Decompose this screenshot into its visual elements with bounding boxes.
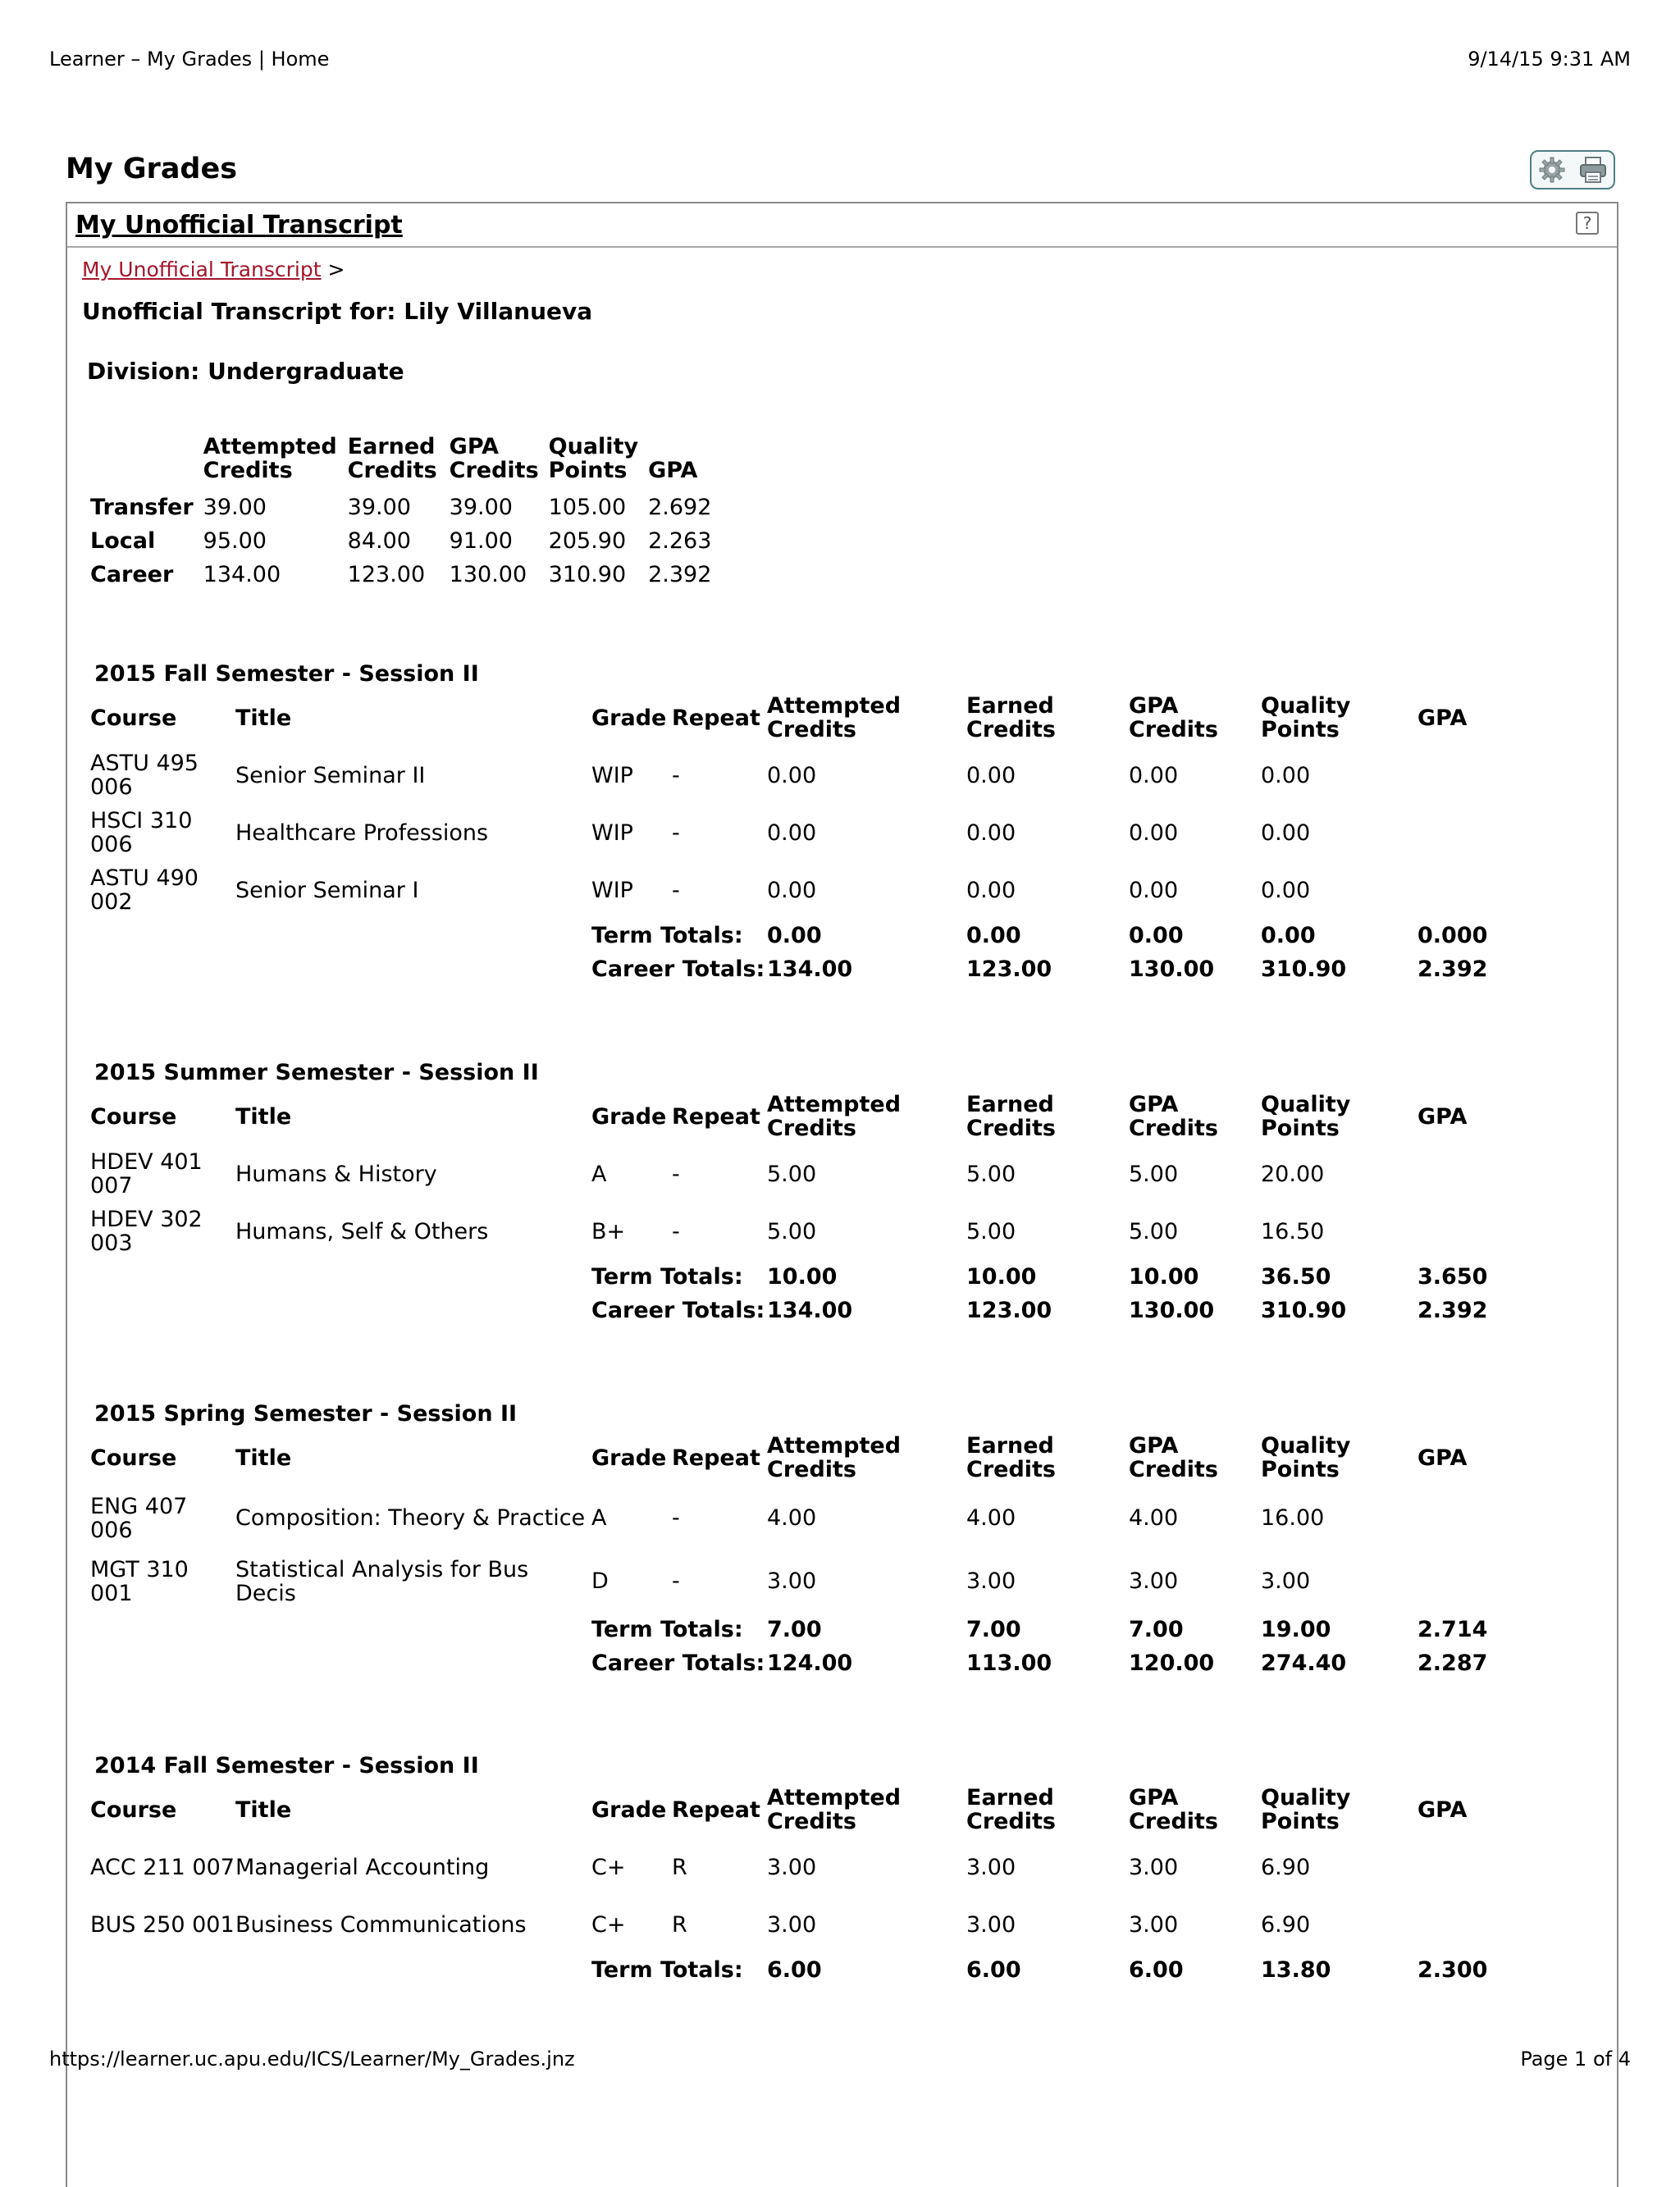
career-totals-row xyxy=(90,1294,1550,1327)
total-gpa: 2.392 xyxy=(1418,957,1488,982)
column-header: GPA xyxy=(1418,1445,1468,1471)
column-header: Repeat xyxy=(672,1797,760,1823)
total-gpa: 3.650 xyxy=(1418,1264,1488,1290)
total-gpa-credits: 10.00 xyxy=(1129,1264,1199,1290)
total-gpa-credits: 130.00 xyxy=(1129,957,1215,982)
course-repeat: R xyxy=(672,1911,687,1938)
total-attempted: 134.00 xyxy=(767,957,853,982)
course-title: Statistical Analysis for Bus Decis xyxy=(235,1556,529,1606)
column-header: Quality Points xyxy=(1261,693,1351,742)
summary-header: Attempted Credits xyxy=(203,434,337,483)
total-gpa: 2.392 xyxy=(1418,1298,1488,1323)
course-row xyxy=(90,1838,1550,1896)
career-totals-row xyxy=(90,1646,1550,1680)
attempted-credits: 3.00 xyxy=(767,1911,817,1938)
column-header: GPA xyxy=(1418,705,1468,731)
course-code: ENG 407 006 xyxy=(90,1493,188,1543)
total-attempted: 134.00 xyxy=(767,1298,853,1323)
total-attempted: 10.00 xyxy=(767,1264,838,1290)
earned-credits: 4.00 xyxy=(966,1505,1016,1531)
total-quality: 0.00 xyxy=(1261,923,1316,948)
course-title: Senior Seminar I xyxy=(235,877,419,903)
portlet-title-link[interactable]: My Unofficial Transcript xyxy=(75,211,403,240)
career-totals-row xyxy=(90,952,1550,986)
earned-credits: 5.00 xyxy=(966,1161,1016,1187)
total-earned: 123.00 xyxy=(966,1298,1052,1323)
course-grade: WIP xyxy=(591,820,633,846)
total-gpa: 2.287 xyxy=(1418,1651,1488,1676)
column-header: Course xyxy=(90,1103,177,1130)
column-header: Repeat xyxy=(672,705,760,731)
summary-cell: 91.00 xyxy=(449,528,513,554)
attempted-credits: 0.00 xyxy=(767,820,817,846)
column-header: Quality Points xyxy=(1261,1092,1351,1141)
course-row xyxy=(90,1203,1550,1260)
career-totals-label: Career Totals: xyxy=(591,957,765,982)
gpa-credits: 3.00 xyxy=(1129,1911,1179,1938)
course-code: HDEV 302 003 xyxy=(90,1207,203,1256)
division-label: Division: Undergraduate xyxy=(87,358,404,385)
course-code: HDEV 401 007 xyxy=(90,1149,203,1199)
term-totals-row xyxy=(90,919,1550,952)
total-gpa-credits: 130.00 xyxy=(1129,1298,1215,1323)
column-header: Attempted Credits xyxy=(767,693,902,742)
summary-header-blank xyxy=(90,435,203,491)
course-grade: B+ xyxy=(591,1218,626,1244)
semester-grades-table xyxy=(90,1088,1550,1327)
column-header: GPA xyxy=(1418,1797,1468,1823)
total-gpa-credits: 0.00 xyxy=(1129,923,1184,948)
course-grade: A xyxy=(591,1161,607,1187)
course-repeat: - xyxy=(672,762,680,788)
column-header: GPA xyxy=(1418,1103,1468,1130)
course-gpa xyxy=(1418,861,1550,919)
total-attempted: 124.00 xyxy=(767,1651,853,1676)
column-header: Earned Credits xyxy=(966,1433,1057,1482)
quality-points: 0.00 xyxy=(1261,820,1311,846)
course-code: BUS 250 001 xyxy=(90,1911,235,1938)
course-row xyxy=(90,1550,1550,1613)
transcript-student-name: Unofficial Transcript for: Lily Villanueva xyxy=(82,298,593,325)
attempted-credits: 3.00 xyxy=(767,1568,817,1594)
column-header: Title xyxy=(235,1445,292,1471)
course-gpa xyxy=(1418,747,1550,804)
column-header: Earned Credits xyxy=(966,1092,1057,1141)
course-grade: WIP xyxy=(591,877,633,903)
total-gpa: 2.300 xyxy=(1418,1957,1488,1983)
column-header: Course xyxy=(90,1797,177,1823)
column-header: Title xyxy=(235,1797,292,1823)
course-title: Business Communications xyxy=(235,1911,527,1938)
summary-cell: 84.00 xyxy=(347,528,411,554)
summary-header-row xyxy=(90,435,721,491)
course-gpa xyxy=(1418,1896,1550,1953)
total-gpa: 2.714 xyxy=(1418,1617,1488,1642)
table-header-row xyxy=(90,1429,1550,1486)
summary-row-local xyxy=(90,524,721,558)
total-earned: 0.00 xyxy=(966,923,1021,948)
print-footer-page-number: Page 1 of 4 xyxy=(1520,2048,1631,2071)
total-quality: 36.50 xyxy=(1261,1264,1331,1290)
column-header: Quality Points xyxy=(1261,1785,1351,1834)
attempted-credits: 0.00 xyxy=(767,877,817,903)
summary-cell: 134.00 xyxy=(203,562,281,587)
printer-icon[interactable] xyxy=(1577,154,1609,185)
course-gpa xyxy=(1418,1838,1550,1896)
course-row xyxy=(90,861,1550,919)
total-gpa: 0.000 xyxy=(1418,923,1488,948)
summary-cell: 95.00 xyxy=(203,528,267,554)
column-header: Grade xyxy=(591,1797,667,1823)
column-header: Title xyxy=(235,1103,292,1130)
column-header: GPA Credits xyxy=(1129,1785,1219,1834)
summary-cell: 39.00 xyxy=(347,495,411,520)
semester-title: 2015 Spring Semester - Session II xyxy=(94,1401,518,1427)
course-code: ASTU 490 002 xyxy=(90,865,199,915)
gpa-credits: 5.00 xyxy=(1129,1161,1179,1187)
gpa-credits: 4.00 xyxy=(1129,1505,1179,1531)
term-totals-label: Term Totals: xyxy=(591,1617,743,1642)
total-attempted: 6.00 xyxy=(767,1957,822,1983)
column-header: Attempted Credits xyxy=(767,1433,902,1482)
print-footer-url: https://learner.uc.apu.edu/ICS/Learner/My_Grades.jnz xyxy=(49,2048,575,2071)
column-header: Earned Credits xyxy=(966,693,1057,742)
attempted-credits: 4.00 xyxy=(767,1505,817,1531)
semester-title: 2015 Summer Semester - Session II xyxy=(94,1060,539,1085)
course-repeat: R xyxy=(672,1854,687,1880)
earned-credits: 0.00 xyxy=(966,762,1016,788)
quality-points: 0.00 xyxy=(1261,877,1311,903)
summary-cell: 130.00 xyxy=(449,562,527,587)
total-quality: 274.40 xyxy=(1261,1651,1347,1676)
semester-grades-table xyxy=(90,689,1550,986)
summary-cell: 39.00 xyxy=(203,495,267,520)
term-totals-row xyxy=(90,1953,1550,1987)
course-grade: C+ xyxy=(591,1911,626,1938)
earned-credits: 0.00 xyxy=(966,820,1016,846)
column-header: Grade xyxy=(591,1445,667,1471)
portlet-toolbox xyxy=(1530,150,1615,189)
summary-cell: 123.00 xyxy=(347,562,426,587)
course-grade: D xyxy=(591,1568,609,1594)
gpa-credits: 0.00 xyxy=(1129,762,1179,788)
earned-credits: 3.00 xyxy=(966,1854,1016,1880)
course-row xyxy=(90,1896,1550,1953)
summary-row-label: Local xyxy=(90,528,156,554)
column-header: Repeat xyxy=(672,1445,760,1471)
column-header: Repeat xyxy=(672,1103,760,1130)
column-header: Title xyxy=(235,705,292,731)
course-row xyxy=(90,1486,1550,1550)
attempted-credits: 0.00 xyxy=(767,762,817,788)
print-header-datetime: 9/14/15 9:31 AM xyxy=(1468,48,1631,71)
summary-header: Quality Points xyxy=(548,434,639,483)
gear-icon[interactable] xyxy=(1536,154,1568,185)
total-earned: 6.00 xyxy=(966,1957,1021,1983)
portlet-header xyxy=(67,203,1617,248)
print-header-title: Learner – My Grades | Home xyxy=(49,48,330,71)
total-quality: 310.90 xyxy=(1261,957,1347,982)
course-repeat: - xyxy=(672,1161,680,1187)
gpa-credits: 3.00 xyxy=(1129,1568,1179,1594)
earned-credits: 0.00 xyxy=(966,877,1016,903)
column-header: GPA Credits xyxy=(1129,1433,1219,1482)
semester-grades-table xyxy=(90,1781,1550,1987)
term-totals-row xyxy=(90,1260,1550,1294)
total-gpa-credits: 7.00 xyxy=(1129,1617,1184,1642)
summary-header: Earned Credits xyxy=(347,434,437,483)
course-code: HSCI 310 006 xyxy=(90,808,193,857)
column-header: Grade xyxy=(591,1103,667,1130)
course-title: Managerial Accounting xyxy=(235,1854,490,1880)
total-earned: 7.00 xyxy=(966,1617,1021,1642)
table-header-row xyxy=(90,1781,1550,1838)
summary-row-career xyxy=(90,558,721,591)
total-quality: 19.00 xyxy=(1261,1617,1331,1642)
column-header: Quality Points xyxy=(1261,1433,1351,1482)
semester-title: 2015 Fall Semester - Session II xyxy=(94,661,479,687)
course-grade: C+ xyxy=(591,1854,626,1880)
summary-cell: 205.90 xyxy=(548,528,627,554)
column-header: Earned Credits xyxy=(966,1785,1057,1834)
table-header-row xyxy=(90,1088,1550,1145)
course-title: Senior Seminar II xyxy=(235,762,426,788)
page-title: My Grades xyxy=(66,153,238,185)
summary-header: GPA xyxy=(648,458,698,483)
total-attempted: 7.00 xyxy=(767,1617,822,1642)
attempted-credits: 5.00 xyxy=(767,1218,817,1244)
course-title: Humans, Self & Others xyxy=(235,1218,489,1244)
summary-cell: 2.392 xyxy=(648,562,712,587)
earned-credits: 5.00 xyxy=(966,1218,1016,1244)
term-totals-label: Term Totals: xyxy=(591,1264,743,1290)
course-row xyxy=(90,747,1550,804)
course-code: MGT 310 001 xyxy=(90,1556,189,1606)
column-header: Grade xyxy=(591,705,667,731)
gpa-credits: 0.00 xyxy=(1129,820,1179,846)
column-header: GPA Credits xyxy=(1129,1092,1219,1141)
summary-header: GPA Credits xyxy=(449,434,539,483)
course-row xyxy=(90,804,1550,861)
column-header: Attempted Credits xyxy=(767,1785,902,1834)
course-gpa xyxy=(1418,804,1550,861)
credit-summary-table xyxy=(90,435,721,591)
earned-credits: 3.00 xyxy=(966,1911,1016,1938)
quality-points: 16.50 xyxy=(1261,1218,1325,1244)
course-row xyxy=(90,1145,1550,1203)
course-code: ACC 211 007 xyxy=(90,1854,235,1880)
summary-cell: 310.90 xyxy=(548,562,627,587)
term-totals-label: Term Totals: xyxy=(591,1957,743,1983)
term-totals-label: Term Totals: xyxy=(591,923,743,948)
column-header: Course xyxy=(90,1445,177,1471)
quality-points: 20.00 xyxy=(1261,1161,1325,1187)
total-gpa-credits: 6.00 xyxy=(1129,1957,1184,1983)
gpa-credits: 3.00 xyxy=(1129,1854,1179,1880)
summary-cell: 2.263 xyxy=(648,528,712,554)
course-repeat: - xyxy=(672,820,680,846)
column-header: Course xyxy=(90,705,177,731)
career-totals-label: Career Totals: xyxy=(591,1298,765,1323)
quality-points: 16.00 xyxy=(1261,1505,1325,1531)
course-title: Humans & History xyxy=(235,1161,437,1187)
summary-cell: 2.692 xyxy=(648,495,712,520)
summary-cell: 39.00 xyxy=(449,495,513,520)
semester-title: 2014 Fall Semester - Session II xyxy=(94,1753,479,1778)
course-code: ASTU 495 006 xyxy=(90,751,199,800)
total-quality: 310.90 xyxy=(1261,1298,1347,1323)
help-icon[interactable]: ? xyxy=(1576,212,1599,235)
quality-points: 3.00 xyxy=(1261,1568,1311,1594)
quality-points: 6.90 xyxy=(1261,1854,1311,1880)
total-earned: 10.00 xyxy=(966,1264,1037,1290)
summary-row-transfer xyxy=(90,491,721,524)
gpa-credits: 0.00 xyxy=(1129,877,1179,903)
total-attempted: 0.00 xyxy=(767,923,822,948)
column-header: Attempted Credits xyxy=(767,1092,902,1141)
earned-credits: 3.00 xyxy=(966,1568,1016,1594)
course-gpa xyxy=(1418,1145,1550,1203)
course-title: Healthcare Professions xyxy=(235,820,489,846)
term-totals-row xyxy=(90,1613,1550,1646)
course-title: Composition: Theory & Practice xyxy=(235,1505,586,1531)
total-gpa-credits: 120.00 xyxy=(1129,1651,1215,1676)
summary-cell: 105.00 xyxy=(548,495,627,520)
course-gpa xyxy=(1418,1203,1550,1260)
course-grade: A xyxy=(591,1505,607,1531)
table-header-row xyxy=(90,689,1550,747)
quality-points: 6.90 xyxy=(1261,1911,1311,1938)
breadcrumb-link-transcript[interactable]: My Unofficial Transcript xyxy=(82,258,322,281)
summary-row-label: Transfer xyxy=(90,495,194,520)
gpa-credits: 5.00 xyxy=(1129,1218,1179,1244)
course-repeat: - xyxy=(672,1568,680,1594)
summary-row-label: Career xyxy=(90,562,174,587)
course-repeat: - xyxy=(672,1505,680,1531)
course-gpa xyxy=(1418,1486,1550,1550)
total-earned: 123.00 xyxy=(966,957,1052,982)
course-gpa xyxy=(1418,1550,1550,1613)
quality-points: 0.00 xyxy=(1261,762,1311,788)
column-header: GPA Credits xyxy=(1129,693,1219,742)
course-grade: WIP xyxy=(591,762,633,788)
course-repeat: - xyxy=(672,877,680,903)
breadcrumb-separator: > xyxy=(327,258,345,281)
total-quality: 13.80 xyxy=(1261,1957,1331,1983)
attempted-credits: 3.00 xyxy=(767,1854,817,1880)
attempted-credits: 5.00 xyxy=(767,1161,817,1187)
total-earned: 113.00 xyxy=(966,1651,1052,1676)
semester-grades-table xyxy=(90,1429,1550,1680)
course-repeat: - xyxy=(672,1218,680,1244)
career-totals-label: Career Totals: xyxy=(591,1651,765,1676)
breadcrumb xyxy=(82,258,345,281)
